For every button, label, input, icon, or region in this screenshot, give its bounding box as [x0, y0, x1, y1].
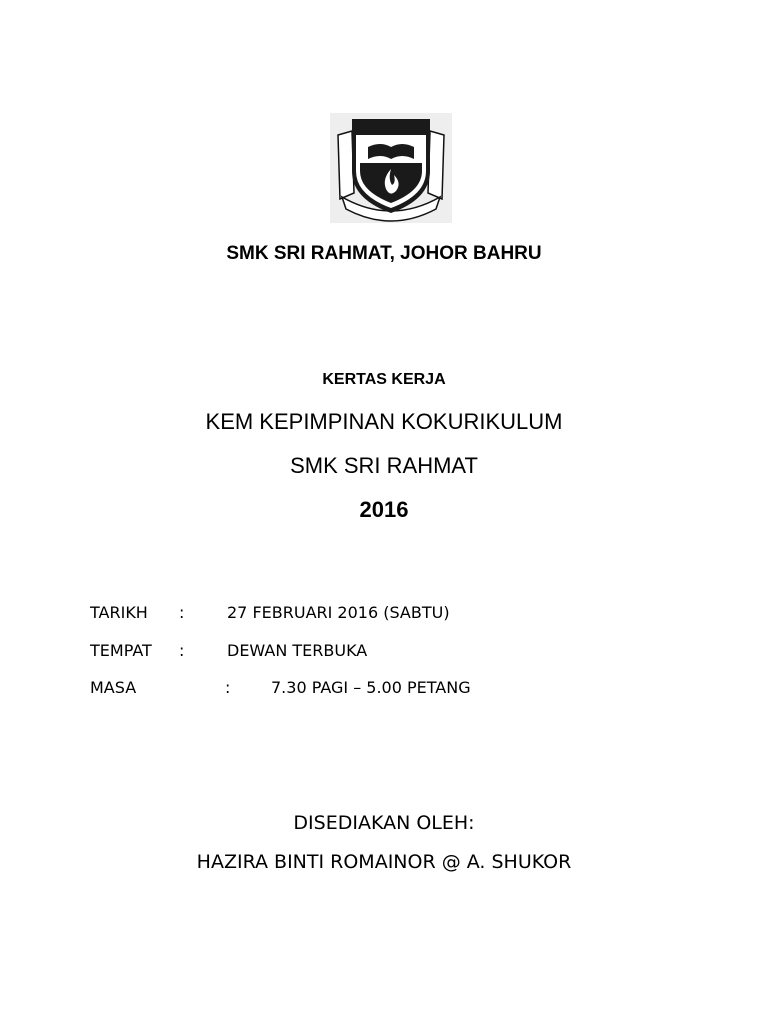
prepared-by-name: HAZIRA BINTI ROMAINOR @ A. SHUKOR — [196, 851, 572, 873]
detail-value: 27 FEBRUARI 2016 (SABTU) — [227, 603, 450, 622]
detail-value: DEWAN TERBUKA — [227, 641, 368, 660]
detail-label: MASA — [90, 678, 137, 697]
title-year: 2016 — [359, 497, 409, 522]
detail-separator: : — [225, 678, 231, 697]
detail-label: TEMPAT — [90, 641, 152, 660]
school-name: SMK SRI RAHMAT, JOHOR BAHRU — [226, 243, 542, 264]
detail-value: 7.30 PAGI – 5.00 PETANG — [271, 678, 471, 697]
detail-separator: : — [179, 641, 185, 660]
prepared-by-label: DISEDIAKAN OLEH: — [293, 812, 475, 834]
detail-separator: : — [179, 603, 185, 622]
document-type: KERTAS KERJA — [322, 371, 446, 388]
school-crest-logo — [330, 113, 452, 223]
title-line-2: SMK SRI RAHMAT — [290, 453, 478, 478]
detail-label: TARIKH — [90, 603, 148, 622]
title-line-1: KEM KEPIMPINAN KOKURIKULUM — [205, 409, 563, 434]
